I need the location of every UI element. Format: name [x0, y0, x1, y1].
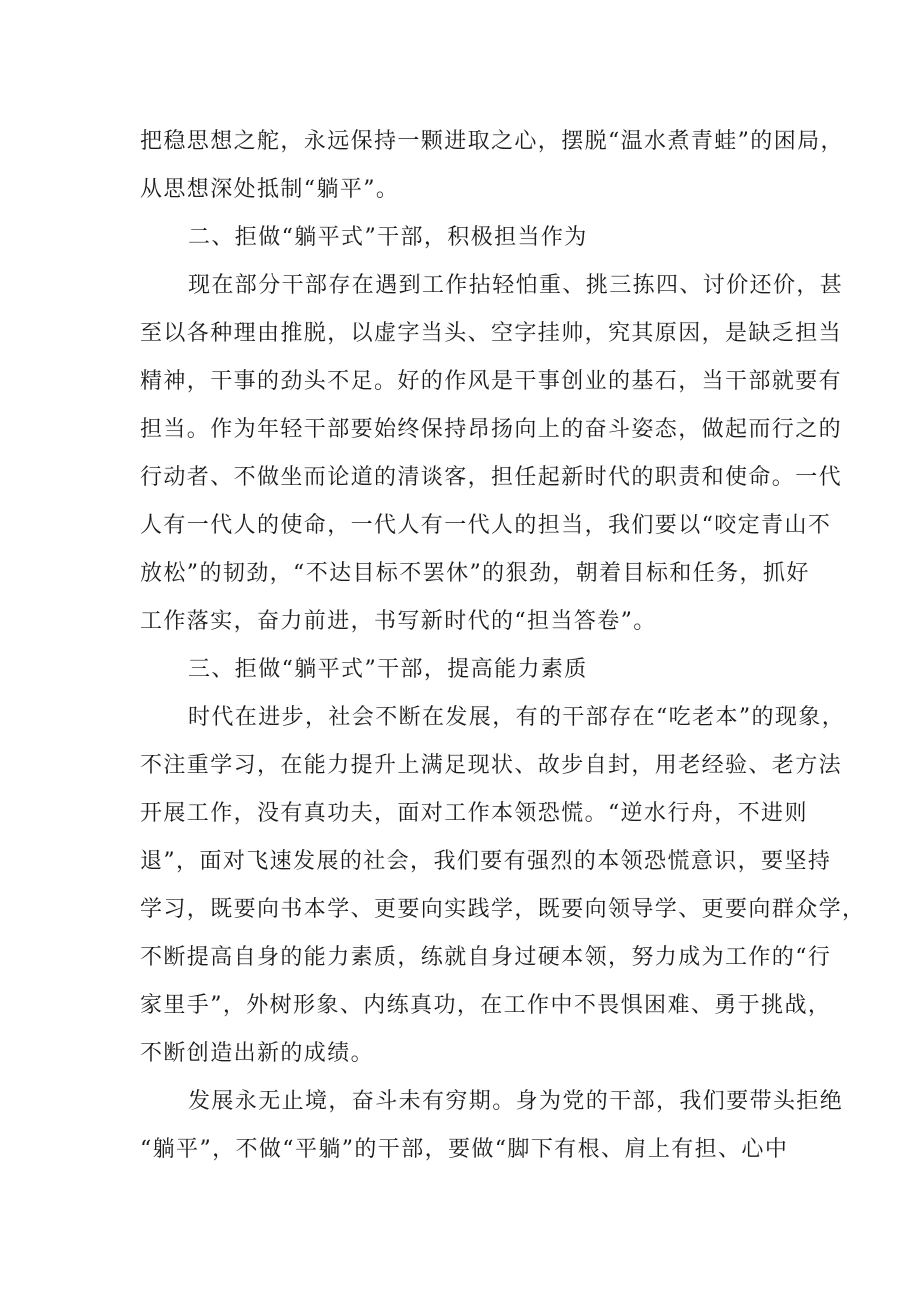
text-line: 家里手”，外树形象、内练真功，在工作中不畏惧困难、勇于挑战，: [140, 993, 832, 1018]
text-line: 担当。作为年轻干部要始终保持昂扬向上的奋斗姿态，做起而行之的: [140, 417, 843, 442]
text-line: 精神，干事的劲头不足。好的作风是干事创业的基石，当干部就要有: [140, 369, 843, 394]
text-line: 退”，面对飞速发展的社会，我们要有强烈的本领恐慌意识，要坚持: [140, 849, 832, 874]
section-heading: 三、拒做“躺平式”干部，提高能力素质: [188, 657, 588, 682]
text-line: 人有一代人的使命，一代人有一代人的担当，我们要以“咬定青山不: [140, 513, 832, 538]
text-line: 不断提高自身的能力素质，练就自身过硬本领，努力成为工作的“行: [140, 945, 832, 970]
text-line: 至以各种理由推脱，以虚字当头、空字挂帅，究其原因，是缺乏担当: [140, 321, 843, 346]
text-line: 发展永无止境，奋斗未有穷期。身为党的干部，我们要带头拒绝: [188, 1089, 844, 1114]
text-line: 学习，既要向书本学、更要向实践学，既要向领导学、更要向群众学，: [140, 897, 866, 922]
text-line: 不断创造出新的成绩。: [140, 1041, 375, 1066]
text-line: “躺平”，不做“平躺”的干部，要做“脚下有根、肩上有担、心中: [140, 1137, 789, 1162]
text-line: 放松”的韧劲，“不达目标不罢休”的狠劲，朝着目标和任务，抓好: [140, 561, 810, 586]
text-line: 时代在进步，社会不断在发展，有的干部存在“吃老本”的现象，: [188, 705, 846, 730]
text-line: 现在部分干部存在遇到工作拈轻怕重、挑三拣四、讨价还价，甚: [188, 273, 844, 298]
text-line: 从思想深处抵制“躺平”。: [140, 177, 400, 202]
text-line: 不注重学习，在能力提升上满足现状、故步自封，用老经验、老方法: [140, 753, 843, 778]
text-line: 开展工作，没有真功夫，面对工作本领恐慌。“逆水行舟，不进则: [140, 801, 808, 826]
text-line: 把稳思想之舵，永远保持一颗进取之心，摆脱“温水煮青蛙”的困局，: [140, 129, 844, 154]
text-line: 行动者、不做坐而论道的清谈客，担任起新时代的职责和使命。一代: [140, 465, 843, 490]
section-heading: 二、拒做“躺平式”干部，积极担当作为: [188, 225, 588, 250]
text-line: 工作落实，奋力前进，书写新时代的“担当答卷”。: [140, 609, 657, 634]
